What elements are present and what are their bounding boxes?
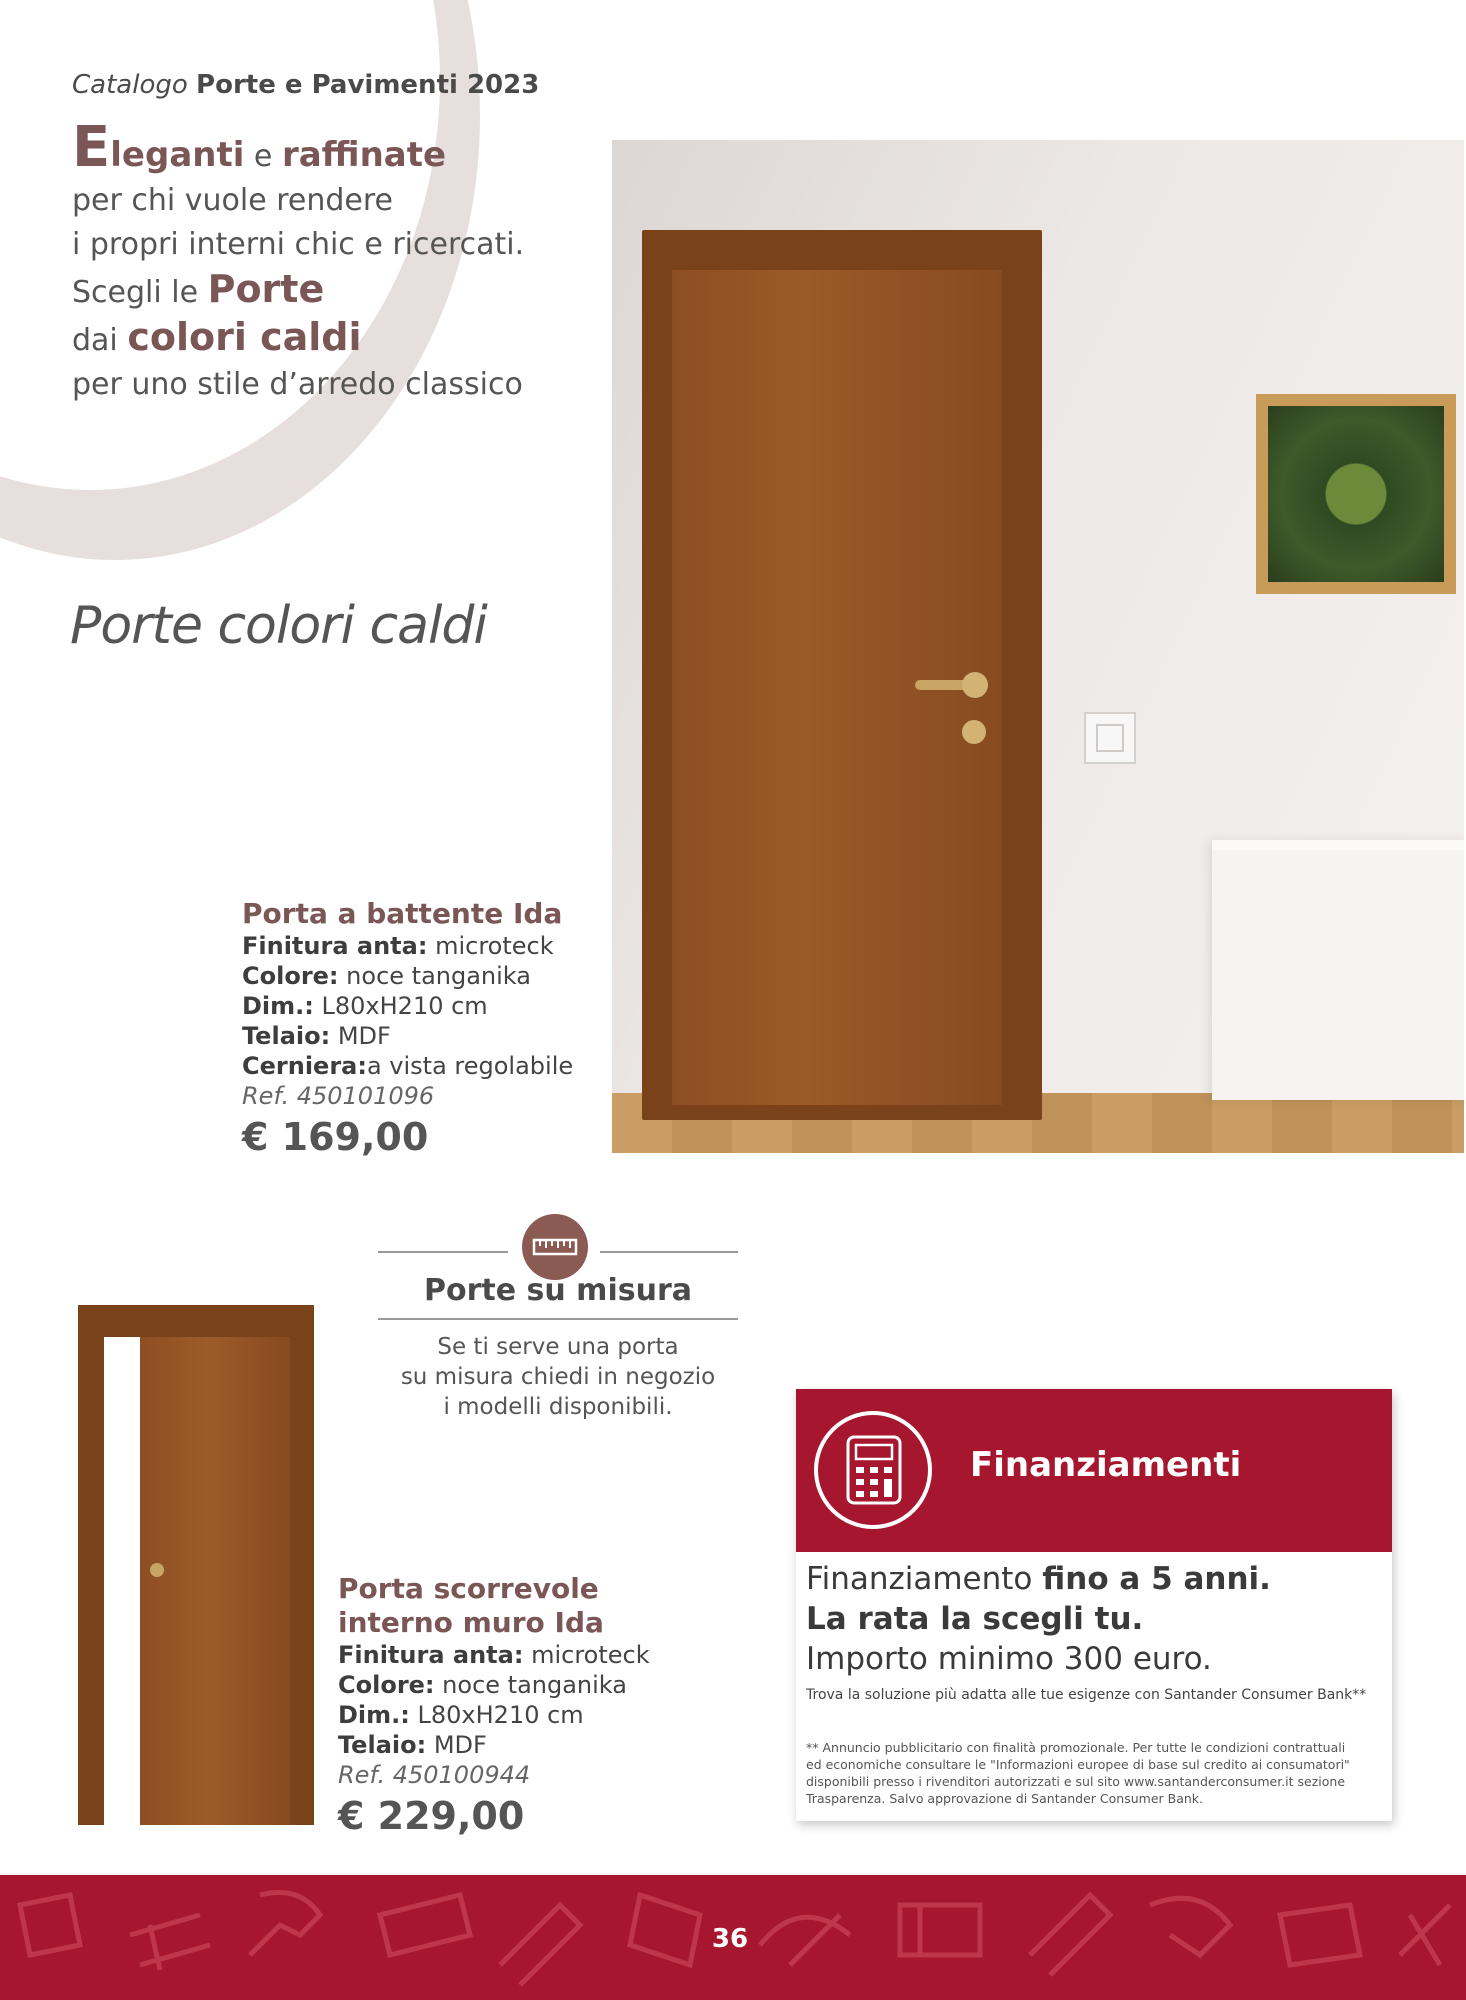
legal-line: disponibili presso i rivenditori autorizzati e sul sito www.santanderconsumer.it sezione	[806, 1774, 1346, 1789]
financing-line3: Importo minimo 300 euro.	[806, 1641, 1212, 1677]
custom-doors-title: Porte su misura	[424, 1273, 692, 1308]
door-opening	[104, 1337, 140, 1825]
ruler-icon	[522, 1214, 588, 1280]
product-price: € 169,00	[242, 1115, 429, 1159]
spec-value: microteck	[531, 1641, 650, 1669]
financing-line1	[806, 1561, 1271, 1597]
product-price: € 229,00	[338, 1794, 525, 1838]
calculator-icon	[814, 1411, 932, 1529]
white-cabinet	[1212, 840, 1464, 1100]
plant-frame	[1256, 394, 1456, 594]
custom-doors-text	[378, 1332, 738, 1422]
intro-word2: raffinate	[281, 135, 447, 175]
door-leaf	[140, 1337, 290, 1825]
financing-title: Finanziamenti	[970, 1445, 1242, 1485]
financing-legal	[806, 1739, 1386, 1807]
product-name-line1: Porta scorrevole	[338, 1572, 599, 1605]
spec-value: noce tanganika	[346, 962, 531, 990]
financing-header	[796, 1389, 1392, 1552]
intro-word1: leganti	[110, 135, 245, 175]
page-number: 36	[711, 1924, 749, 1954]
divider-line	[378, 1251, 508, 1253]
spec-label: Colore:	[338, 1671, 435, 1699]
product-ref: Ref. 450101096	[242, 1082, 435, 1110]
section-heading: Porte colori caldi	[70, 596, 487, 656]
financing-note: Trova la soluzione più adatta alle tue esigenze con Santander Consumer Bank**	[806, 1687, 1367, 1703]
intro-line3: i propri interni chic e ricercati.	[72, 227, 525, 262]
spec-value: L80xH210 cm	[417, 1701, 584, 1729]
product-ref: Ref. 450100944	[338, 1761, 531, 1789]
spec-label: Telaio:	[338, 1731, 427, 1759]
intro-line2: per chi vuole rendere	[72, 183, 393, 218]
financing-box	[796, 1389, 1392, 1821]
intro-line4-pre: Scegli le	[72, 275, 199, 310]
catalog-title	[72, 70, 539, 100]
spec-label: Cerniera:	[242, 1052, 367, 1080]
intro-line4-accent: Porte	[207, 267, 325, 311]
door-photo-hinged	[612, 140, 1464, 1153]
spec-value: L80xH210 cm	[321, 992, 488, 1020]
catalog-title-lead: Catalogo	[72, 70, 188, 100]
door-photo-sliding	[78, 1305, 314, 1825]
product-sliding-door	[338, 1572, 758, 1842]
catalog-title-name: Porte e Pavimenti 2023	[196, 70, 540, 100]
spec-label: Finitura anta:	[338, 1641, 524, 1669]
spec-value: a vista regolabile	[366, 1052, 574, 1080]
intro-line5-pre: dai	[72, 323, 118, 358]
financing-line1-pre: Finanziamento	[806, 1561, 1033, 1597]
intro-initial: E	[72, 115, 111, 180]
product-hinged-door	[242, 897, 622, 1163]
handle-rose-icon	[962, 672, 988, 698]
legal-line: ** Annuncio pubblicitario con finalità promozionale. Per tutte le condizioni contrattuali	[806, 1740, 1346, 1755]
financing-line1-bold: fino a 5 anni.	[1042, 1561, 1271, 1597]
financing-line2: La rata la scegli tu.	[806, 1601, 1144, 1637]
legal-line: Trasparenza. Salvo approvazione di Santander Consumer Bank.	[806, 1791, 1204, 1806]
divider-line	[600, 1251, 738, 1253]
spec-label: Finitura anta:	[242, 932, 428, 960]
intro-line5-accent: colori caldi	[127, 315, 362, 359]
keyhole-icon	[962, 720, 986, 744]
spec-value: MDF	[433, 1731, 487, 1759]
spec-value: MDF	[337, 1022, 391, 1050]
intro-line6: per uno stile d’arredo classico	[72, 367, 523, 402]
intro-conj: e	[253, 139, 273, 174]
light-switch	[1084, 712, 1136, 764]
spec-value: microteck	[435, 932, 554, 960]
spec-label: Dim.:	[338, 1701, 410, 1729]
custom-line: su misura chiedi in negozio	[400, 1364, 716, 1390]
product-name: Porta a battente Ida	[242, 897, 563, 930]
door-pull-icon	[150, 1563, 164, 1577]
custom-line: i modelli disponibili.	[443, 1394, 673, 1420]
spec-label: Dim.:	[242, 992, 314, 1020]
custom-line: Se ti serve una porta	[437, 1334, 679, 1360]
product-name-line2: interno muro Ida	[338, 1606, 604, 1639]
spec-label: Colore:	[242, 962, 339, 990]
spec-label: Telaio:	[242, 1022, 331, 1050]
intro-text	[72, 115, 552, 407]
spec-value: noce tanganika	[442, 1671, 627, 1699]
divider-line	[378, 1318, 738, 1320]
legal-line: ed economiche consultare le "Informazioni europee di base sul credito ai consumatori"	[806, 1757, 1350, 1772]
